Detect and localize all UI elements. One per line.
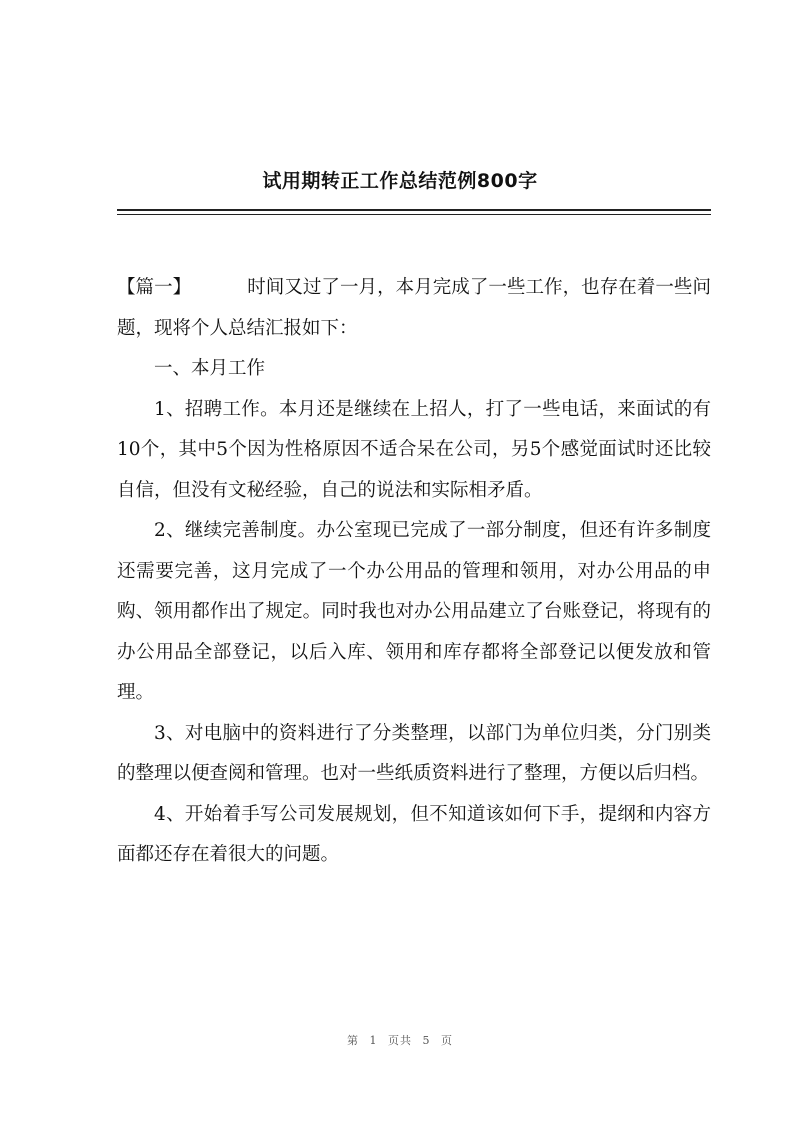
- list-item: 1、招聘工作。本月还是继续在上招人，打了一些电话，来面试的有10个，其中5个因为性格原因不适合呆在公司，另5个感觉面试时还比较自信，但没有文秘经验，自己的说法和实际相矛盾。: [117, 398, 711, 501]
- intro-text: 时间又过了一月，本月完成了一些工作，也存在着一些问题，现将个人总结汇报如下：: [117, 277, 711, 339]
- section-heading: 一、本月工作: [154, 358, 266, 379]
- document-body: [117, 268, 711, 876]
- list-item: 3、对电脑中的资料进行了分类整理，以部门为单位归类，分门别类的整理以便查阅和管理。也对一些纸质资料进行了整理，方便以后归档。: [117, 722, 711, 784]
- document-title: 试用期转正工作总结范例800字: [262, 170, 538, 192]
- title-rule-thin: [117, 214, 711, 215]
- list-item: 4、开始着手写公司发展规划，但不知道该如何下手，提纲和内容方面都还存在着很大的问题。: [117, 803, 711, 865]
- page-footer: 第 1 页共 5 页: [347, 1034, 453, 1047]
- list-item: 2、继续完善制度。办公室现已完成了一部分制度，但还有许多制度还需要完善，这月完成了一个办公用品的管理和领用，对办公用品的申购、领用都作出了规定。同时我也对办公用品建立了台账登记，将现有的办公用品全部登记，以后入库、领用和库存都将全部登记以便发放和管理。: [117, 520, 711, 703]
- section-tag: 【篇一】: [117, 277, 192, 298]
- intro-paragraph: [117, 268, 711, 349]
- title-rule-thick: [117, 209, 711, 211]
